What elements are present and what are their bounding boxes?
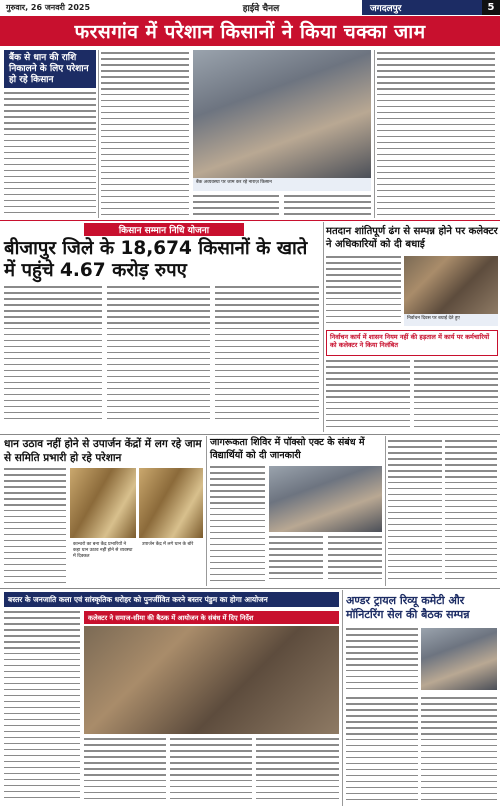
- lead-text-col2: [101, 52, 189, 217]
- awareness-headline: जागरूकता शिविर में पॉक्सो एक्ट के संबंध में विद्यार्थियों को दी जानकारी: [210, 437, 365, 461]
- tribal-text-col1: [4, 611, 80, 805]
- polling-subhead: निर्वाचन कार्य में शासन नियम नहीं की हड़ताल में कार्य पर कर्मचारियों को कलेक्टर ने किया निलंबित: [326, 330, 498, 356]
- scheme-text-col3: [215, 286, 319, 426]
- paddy-caption-2: उपार्जन केंद्र में लगे धान के बोरे: [139, 540, 203, 566]
- lead-text-col3: [193, 195, 279, 219]
- scheme-text-col1: [4, 286, 102, 426]
- page-header: [0, 0, 500, 15]
- section-rule: [0, 434, 500, 435]
- undertrial-text-col2: [346, 697, 418, 805]
- lead-photo-caption: बैंक अव्यवस्था पर जाम कर रहे नाराज़ किसान: [193, 178, 371, 191]
- section-rule: [0, 588, 500, 589]
- issue-date: गुरुवार, 26 जनवरी 2025: [6, 3, 91, 12]
- polling-headline: मतदान शांतिपूर्ण ढंग से सम्पन्न होने पर कलेक्टर ने अधिकारियों को दी बधाई: [326, 226, 498, 250]
- paddy-caption-1: कान्चरो का बना केंद्र प्रभारियों ने कहा धान उठाव नहीं होने से व्यवस्था में दिक्कत: [70, 540, 136, 566]
- undertrial-text-col3: [421, 697, 497, 805]
- divider: [342, 590, 343, 806]
- divider: [98, 50, 99, 218]
- tribal-text-col3: [170, 738, 252, 804]
- paddy-headline: धान उठाव नहीं होने से उपार्जन केंद्रों में लग रहे जाम से समिति प्रभारी हो रहे परेशान: [4, 438, 202, 464]
- awareness-text-col3: [328, 536, 382, 586]
- section-rule: [0, 220, 500, 221]
- awareness-text-col5: [445, 440, 497, 585]
- divider: [385, 436, 386, 586]
- paddy-photo-2: [139, 468, 203, 538]
- lead-text-col4: [284, 195, 371, 219]
- polling-photo-caption: निर्वाचन दिवस पर बधाई देते हुए: [404, 314, 498, 326]
- scheme-headline: बीजापुर जिले के 18,674 किसानों के खाते में पहुंचे 4.67 करोड़ रुपए: [4, 238, 308, 281]
- divider: [206, 436, 207, 586]
- page-number: 5: [482, 0, 500, 15]
- tribal-photo: [84, 626, 339, 734]
- scheme-text-col2: [107, 286, 210, 426]
- divider: [374, 50, 375, 218]
- undertrial-photo: [421, 628, 497, 690]
- polling-text: [326, 256, 401, 328]
- lead-side-head: बैंक से धान की राशि निकालने के लिए परेशान हो रहे किसान: [4, 50, 96, 88]
- paddy-text-col1: [4, 468, 66, 588]
- lead-banner: फरसगांव में परेशान किसानों ने किया चक्का जाम: [0, 16, 500, 46]
- awareness-text-col2: [269, 536, 323, 586]
- tribal-text-col2: [84, 738, 166, 804]
- undertrial-headline: अण्डर ट्रायल रिव्यू कमेटी और मॉनिटरिंग सेल की बैठक सम्पन्न: [346, 594, 470, 621]
- lead-text-right: [377, 52, 495, 217]
- awareness-text-col4: [388, 440, 442, 585]
- scheme-tag: किसान सम्मान निधि योजना: [84, 223, 244, 236]
- divider: [323, 222, 324, 432]
- awareness-text-col1: [210, 466, 265, 586]
- undertrial-text-col1: [346, 628, 418, 693]
- polling-text2: [326, 360, 410, 432]
- lead-text-col1: [4, 92, 96, 217]
- tribal-headline: बस्तर के जनजाति कला एवं सांस्कृतिक धरोहर को पुनर्जीवित करने बस्तर पंडुम का होगा आयोजन: [4, 592, 339, 607]
- awareness-photo: [269, 466, 382, 532]
- city-tab: जगदलपुर: [362, 0, 482, 15]
- tribal-text-col4: [256, 738, 339, 804]
- polling-text3: [414, 360, 498, 432]
- polling-photo: [404, 256, 498, 314]
- paper-name: हाईवे चैनल: [242, 4, 280, 14]
- tribal-strip: कलेक्टर ने समाज-सीमा की बैठक में आयोजन के संबंध में दिए निर्देश: [84, 611, 339, 624]
- paddy-photo-1: [70, 468, 136, 538]
- lead-photo: [193, 50, 371, 178]
